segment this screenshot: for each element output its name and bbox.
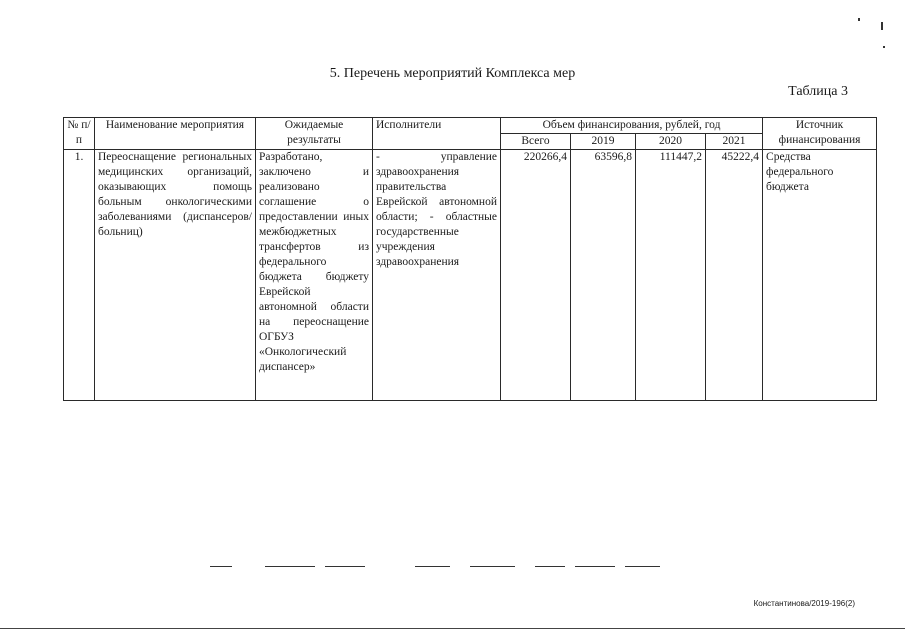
document-heading: 5. Перечень мероприятий Комплекса мер: [329, 66, 576, 81]
row-total: 220266,4: [501, 150, 571, 401]
scan-mark: [325, 566, 365, 567]
document-stamp: Константинова/2019-196(2): [753, 599, 855, 608]
header-measure-name: Наименование мероприятия: [95, 118, 256, 150]
row-2019: 63596,8: [571, 150, 636, 401]
row-number: 1.: [64, 150, 95, 401]
header-total: Всего: [501, 134, 571, 150]
row-executors: - управление здравоохранения правительства Еврейской автономной области; - областные государственные учреждения здравоохранения: [373, 150, 501, 401]
row-2020: 111447,2: [636, 150, 706, 401]
scan-mark: [625, 566, 660, 567]
header-number: № п/п: [64, 118, 95, 150]
bottom-rule: [0, 628, 905, 629]
scan-speck: [883, 46, 885, 48]
row-source: Средства федерального бюджета: [763, 150, 877, 401]
scan-mark: [575, 566, 615, 567]
header-year-2019: 2019: [571, 134, 636, 150]
scan-speck: [881, 22, 883, 30]
header-year-2020: 2020: [636, 134, 706, 150]
header-year-2021: 2021: [706, 134, 763, 150]
header-source: Источник финансирования: [763, 118, 877, 150]
table-row: [64, 150, 877, 401]
scan-mark: [470, 566, 515, 567]
header-executors: Исполнители: [373, 118, 501, 150]
measures-table: [63, 117, 877, 401]
row-2021: 45222,4: [706, 150, 763, 401]
scan-speck: [858, 18, 860, 21]
scan-mark: [535, 566, 565, 567]
scan-mark: [265, 566, 315, 567]
scan-mark: [210, 566, 232, 567]
row-measure-name: Переоснащение региональных медицинских организаций, оказывающих помощь больным онкологическими заболеваниями (диспансеров/больниц): [95, 150, 256, 401]
scan-mark: [415, 566, 450, 567]
table-number-label: Таблица 3: [788, 84, 848, 99]
header-expected-results: Ожидаемые результаты: [256, 118, 373, 150]
header-financing: Объем финансирования, рублей, год: [501, 118, 763, 134]
row-expected-results: Разработано, заключено и реализовано соглашение о предоставлении иных межбюджетных трансфертов из федерального бюджета бюджету Еврейской автономной области на переоснащение ОГБУЗ «Онкологический диспансер»: [256, 150, 373, 401]
